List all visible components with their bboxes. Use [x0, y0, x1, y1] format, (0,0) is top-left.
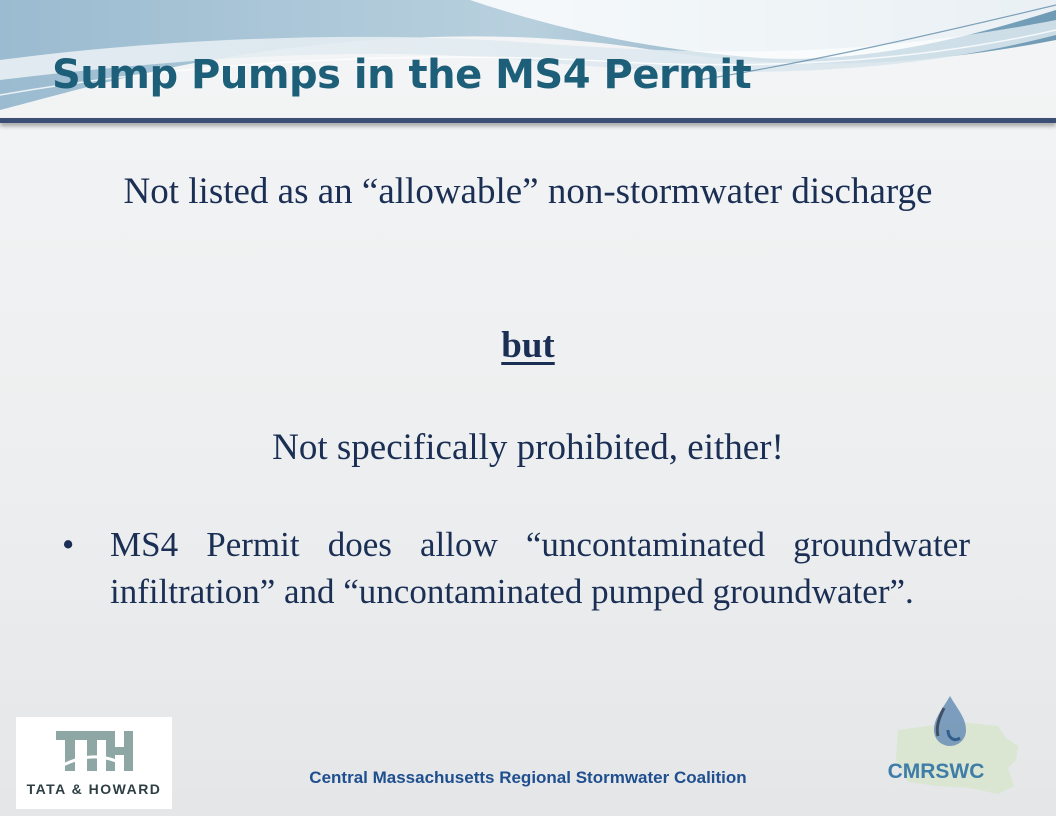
- statement-not-prohibited: Not specifically prohibited, either!: [272, 427, 784, 468]
- cmrswc-logo: [878, 690, 1030, 806]
- connector-text: [80, 322, 976, 369]
- cmrswc-logo-text: CMRSWC: [887, 760, 985, 783]
- footer-organization: Central Massachusetts Regional Stormwater Coalition: [309, 768, 747, 787]
- tata-howard-logo-text: TATA & HOWARD: [26, 781, 162, 797]
- statement-not-allowable: Not listed as an “allowable” non-stormwater discharge: [123, 171, 933, 212]
- bullet-list: [62, 521, 970, 615]
- tata-howard-logo: [16, 717, 172, 809]
- list-item: MS4 Permit does allow “uncontaminated groundwater infiltration” and “uncontaminated pumped groundwater”.: [110, 525, 970, 611]
- bullet-marker: •: [62, 525, 75, 564]
- connector-word: but: [501, 325, 555, 366]
- page-title: Sump Pumps in the MS4 Permit: [52, 52, 752, 98]
- title-divider: [0, 118, 1056, 123]
